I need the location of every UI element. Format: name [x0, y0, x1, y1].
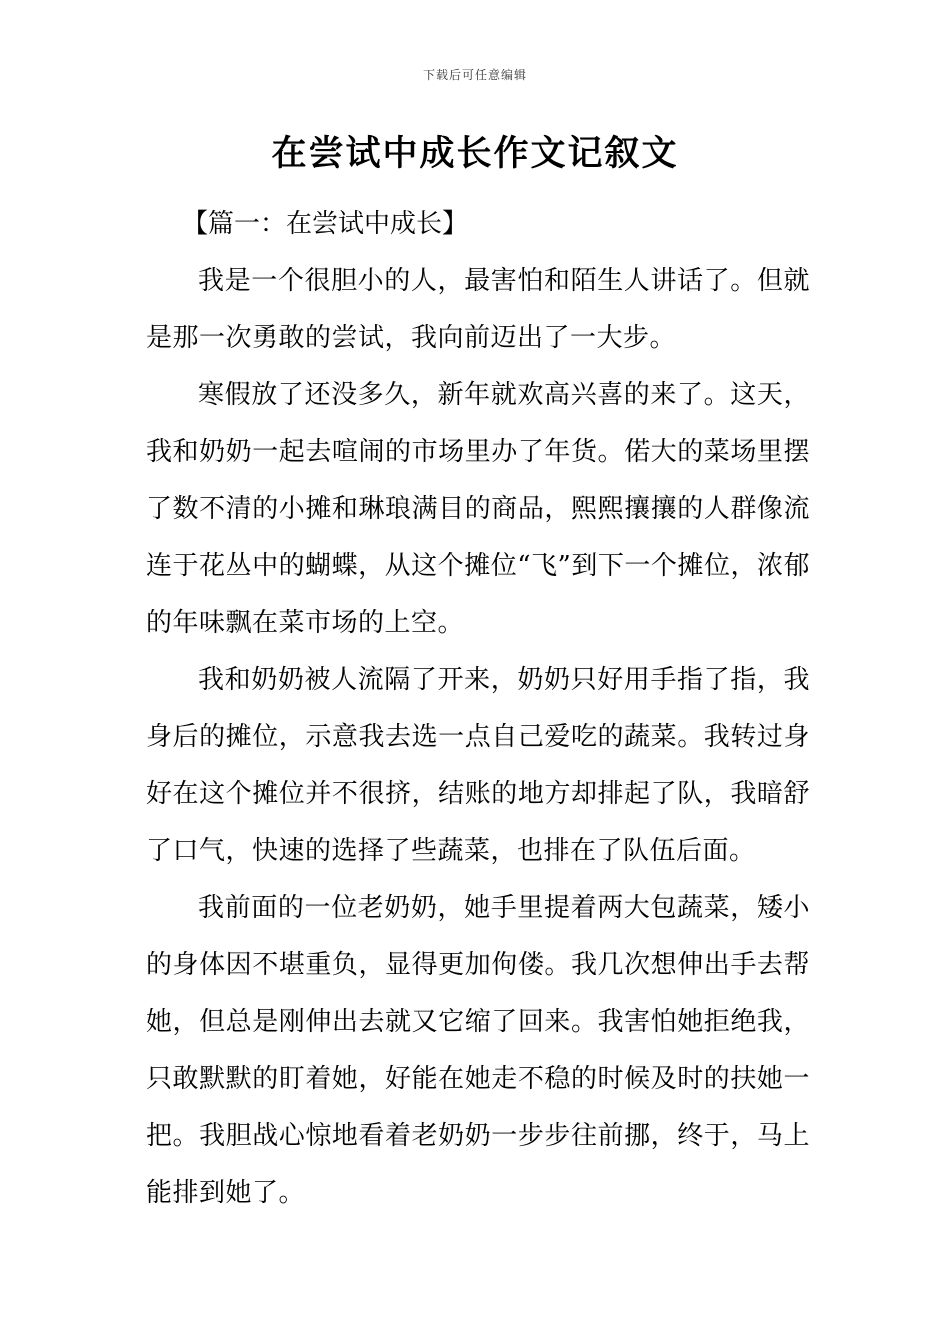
section-heading: 【篇一：在尝试中成长】	[182, 209, 469, 239]
document-body	[146, 196, 810, 1222]
paragraph-1: 我是一个很胆小的人，最害怕和陌生人讲话了。但就是那一次勇敢的尝试，我向前迈出了一大步。	[146, 266, 810, 353]
paragraph-3: 我和奶奶被人流隔了开来，奶奶只好用手指了指，我身后的摊位，示意我去选一点自己爱吃的蔬菜。我转过身好在这个摊位并不很挤，结账的地方却排起了队，我暗舒了口气，快速的选择了些蔬菜，也排在了队伍后面。	[146, 665, 810, 866]
paragraph-4: 我前面的一位老奶奶，她手里提着两大包蔬菜，矮小的身体因不堪重负，显得更加佝偻。我几次想伸出手去帮她，但总是刚伸出去就又它缩了回来。我害怕她拒绝我，只敢默默的盯着她，好能在她走不稳的时候及时的扶她一把。我胆战心惊地看着老奶奶一步步往前挪，终于，马上能排到她了。	[146, 893, 810, 1208]
paragraph-2: 寒假放了还没多久，新年就欢高兴喜的来了。这天，我和奶奶一起去喧闹的市场里办了年货。偌大的菜场里摆了数不清的小摊和琳琅满目的商品，熙熙攘攘的人群像流连于花丛中的蝴蝶，从这个摊位“飞”到下一个摊位，浓郁的年味飘在菜市场的上空。	[146, 380, 810, 638]
page-header-note: 下载后可任意编辑	[422, 68, 527, 82]
document-title: 在尝试中成长作文记叙文	[271, 134, 679, 174]
